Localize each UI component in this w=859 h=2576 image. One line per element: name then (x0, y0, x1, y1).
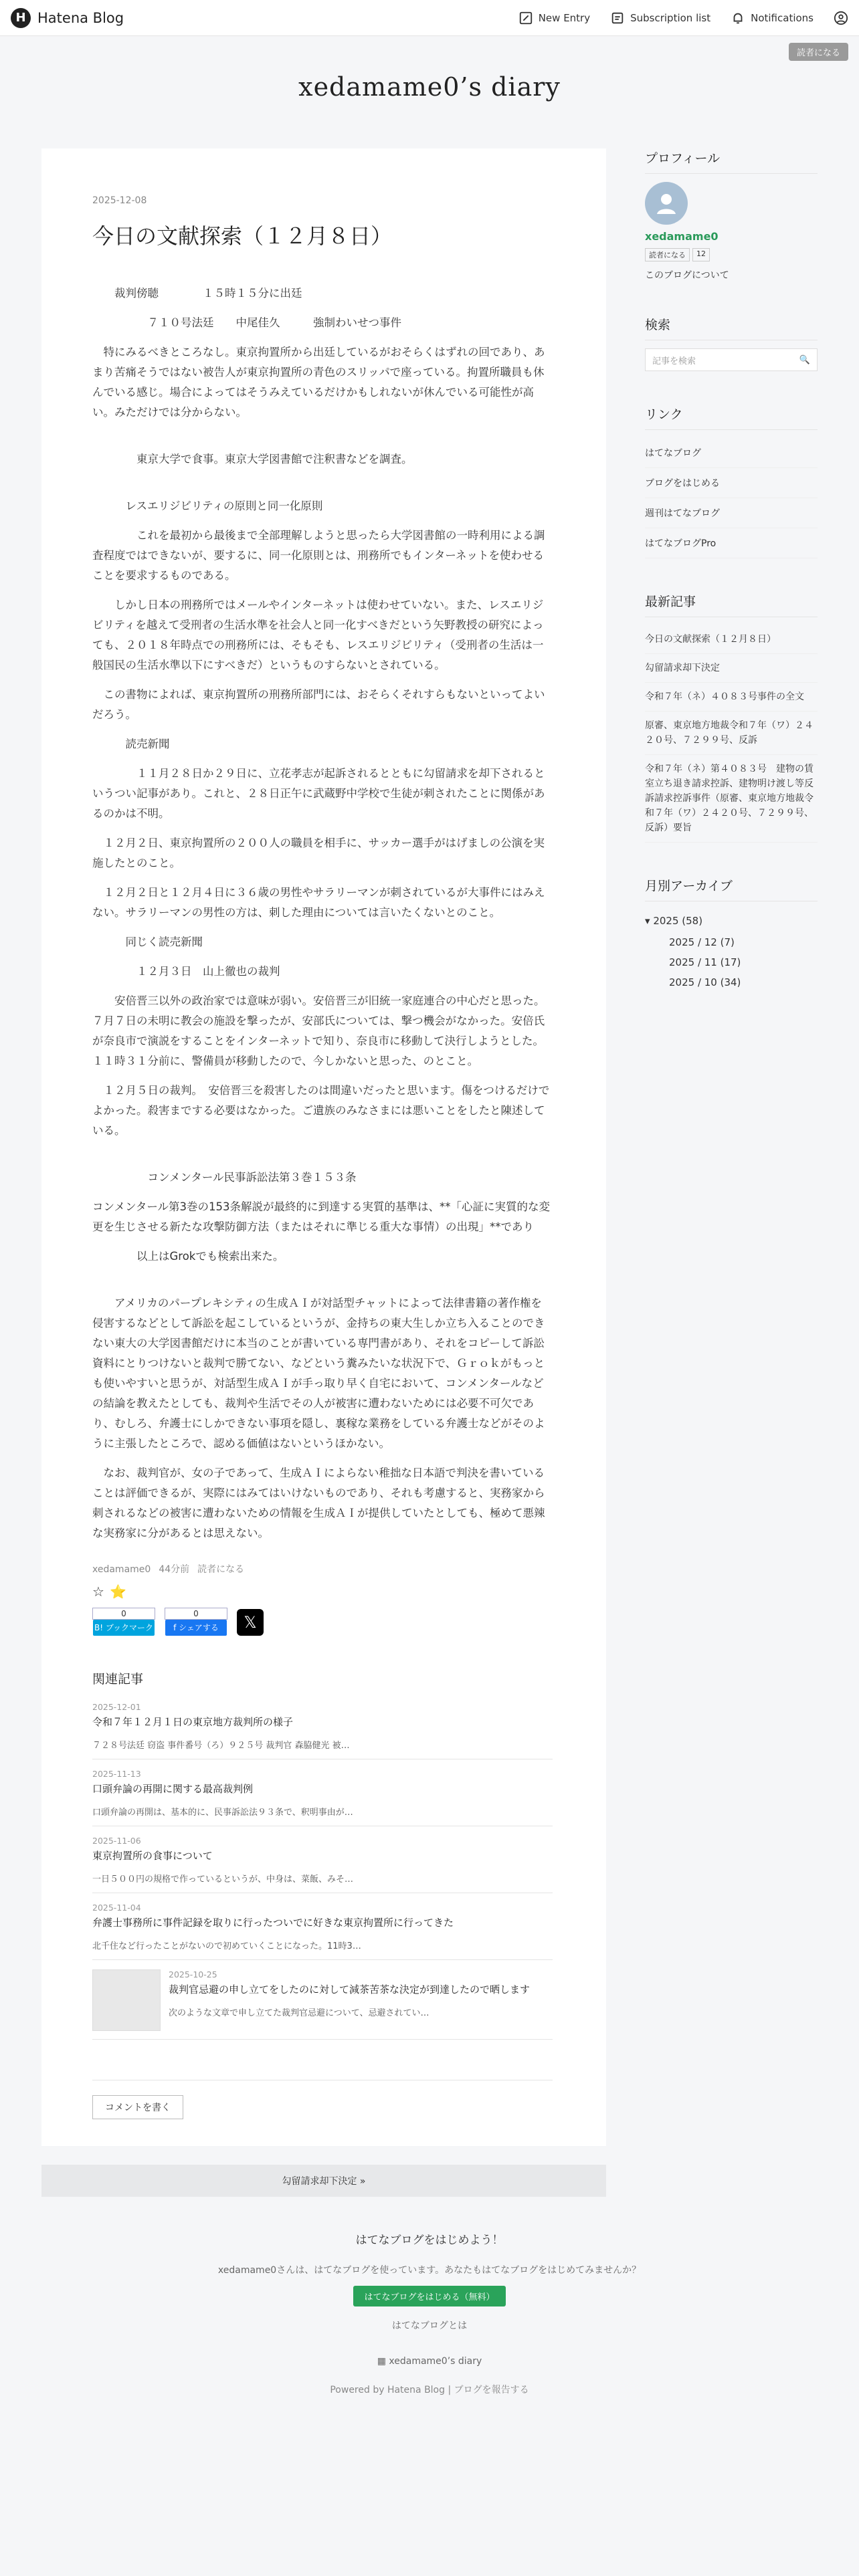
default-user-icon (653, 190, 680, 217)
entry-paragraph: １１月２８日か２９日に、立花孝志が起訴されるとともに勾留請求を却下されるというつい記事があり。これと、２８日正午に武蔵野中学校で生徒が刺されたことに関係があるのかは不明。 (92, 767, 545, 820)
chevron-down-icon[interactable]: ▾ (645, 915, 650, 927)
footer-blog-name[interactable] (0, 2356, 859, 2367)
recent-entries-module (645, 592, 818, 843)
related-snippet: 一日５００円の規格で作っているというが、中身は、菜飯、みそ… (92, 1874, 354, 1885)
blog-title[interactable]: xedamame0’s diary (298, 72, 561, 102)
entry-article (41, 148, 606, 2146)
related-item[interactable] (92, 1893, 553, 1960)
x-icon: 𝕏 (244, 1613, 257, 1632)
entry-paragraph: しかし日本の刑務所ではメールやインターネットは使わせていない。また、レスエリジビリティを越えて受刑者の生活水準を社会人と同一化すべきだという矢野教授の研究によっても、２０１８年時点での刑務所には、そもそも、レスエリジビリティ（受刑者の生活は一般国民の生活水準以下にすべきだ）というものすらないとされている。 (92, 599, 544, 671)
related-title[interactable]: 裁判官忌避の申し立てをしたのに対して減茶苦茶な決定が到達したので晒します (169, 1983, 531, 1996)
related-title[interactable]: 弁護士事務所に事件記録を取りに行ったついでに好きな東京拘置所に行ってきた (92, 1917, 454, 1929)
recent-entry-link[interactable]: 勾留請求却下決定 (645, 654, 818, 683)
footer (0, 2230, 859, 2396)
subscription-list-link[interactable] (610, 11, 710, 25)
user-icon (834, 11, 848, 25)
related-date: 2025-11-06 (92, 1836, 141, 1846)
logo-text: Hatena Blog (37, 9, 124, 26)
about-blog-link[interactable]: このブログについて (645, 270, 729, 281)
avatar[interactable] (645, 182, 688, 225)
bookmark-label: B! ブックマーク (93, 1620, 155, 1636)
related-item[interactable] (92, 1960, 553, 2040)
search-icon[interactable]: 🔍 (799, 354, 810, 365)
profile-reader (645, 248, 818, 261)
entry-title[interactable]: 今日の文献探索（１２月８日） (92, 223, 393, 249)
global-header (0, 0, 859, 36)
subscribe-reader-button[interactable]: 読者になる (789, 43, 848, 61)
profile-name[interactable]: xedamame0 (645, 230, 719, 243)
entry-paragraph: 東京大学で食事。東京大学図書館で注釈書などを調査。 (92, 453, 413, 465)
related-date: 2025-12-01 (92, 1702, 141, 1712)
x-share-button[interactable] (237, 1609, 264, 1636)
related-date: 2025-11-13 (92, 1769, 141, 1779)
footer-blog-name-text: xedamame0’s diary (389, 2356, 482, 2367)
next-entry-pager[interactable]: 勾留請求却下決定 » (41, 2165, 606, 2197)
byline-reader-link[interactable]: 読者になる (197, 1564, 245, 1575)
related-snippet: 次のような文章で申し立てた裁判官忌避について、忌避されてい… (169, 2008, 430, 2018)
entry-paragraph: コンメンタール民事訴訟法第３巻１５３条 (92, 1171, 357, 1184)
facebook-share-button[interactable] (165, 1608, 227, 1636)
notifications-link[interactable] (731, 11, 814, 25)
entry-paragraph: コンメンタール第3巻の153条解説が最終的に到達する実質的基準は、**「心証に実質的な変更を生じさせる新たな攻撃防御方法（またはそれに準じる重大な事情）の出現」**であり (92, 1200, 551, 1233)
related-snippet: ７２８号法廷 窃盗 事件番号（ろ）９２５号 裁判官 森脇健光 被… (92, 1741, 350, 1751)
entry-paragraph: ７１０号法廷 中尾佳久 強制わいせつ事件 (92, 316, 401, 329)
recent-entry-link[interactable]: 原審、東京地方地裁令和７年（ワ）２４２０号、７２９９号、反訴 (645, 712, 818, 755)
profile-heading: プロフィール (645, 148, 818, 174)
write-comment-button[interactable]: コメントを書く (92, 2095, 183, 2119)
new-entry-label: New Entry (538, 11, 591, 24)
recent-entry-link[interactable]: 令和７年（ネ）第４０８３号 建物の賃室立ち退き請求控訴、建物明け渡し等反訴請求控訴事件（原審、東京地方地裁令和７年（ワ）２４２０号、７２９９号、反訴）要旨 (645, 755, 818, 843)
related-thumbnail[interactable] (92, 1969, 161, 2031)
related-item[interactable] (92, 1826, 553, 1893)
pencil-icon (518, 11, 533, 25)
subscription-label: Subscription list (630, 11, 711, 24)
new-entry-link[interactable] (518, 11, 590, 25)
entry-time[interactable]: 44分前 (159, 1564, 190, 1575)
footer-prompt: xedamame0さんは、はてなブログを使っています。あなたもはてなブログをはじめてみませんか？ (217, 2265, 642, 2276)
entry-paragraph: 特にみるべきところなし。東京拘置所から出廷しているがおそらくはずれの回であり、あまり苦痛そうではない被告人が東京拘置所の青色のスリッパで座っている。拘置所職員も休んでいる感じ。場合によってはそうみえているだけかもしれないが休んでいる可能性が高い。みただけでは分からない。 (92, 346, 545, 419)
user-menu[interactable] (834, 11, 848, 25)
archive-month[interactable]: 2025 / 12 (7) (669, 936, 735, 948)
what-is-hatena-link[interactable]: はてなブログとは (391, 2321, 468, 2331)
entry-paragraph: １２月３日 山上徹也の裁判 (92, 965, 280, 978)
related-date: 2025-10-25 (169, 1969, 217, 1979)
bell-icon (731, 11, 745, 25)
entry-paragraph: レスエリジビリティの原則と同一化原則 (92, 500, 323, 512)
blog-favicon-icon: ▦ (377, 2356, 386, 2367)
entry-paragraph: 読売新聞 (92, 738, 170, 750)
entry-paragraph: なお、裁判官が、女の子であって、生成ＡＩによらない稚拙な日本語で判決を書いていることは評価できるが、実際にはみてはいけないものであり、それも考慮すると、実務家から刺されるなどの被害に遭わないための情報を生成ＡＩが提供していたとしても、極めて悪辣な実務家に分があるとは思えない。 (92, 1467, 545, 1539)
related-title[interactable]: 東京拘置所の食事について (92, 1850, 213, 1862)
related-title[interactable]: 令和７年１２月１日の東京地方裁判所の様子 (92, 1716, 294, 1728)
links-module (645, 405, 818, 558)
archive-year-label: 2025 (58) (653, 915, 703, 927)
start-blog-button[interactable]: はてなブログをはじめる（無料） (353, 2286, 505, 2306)
star-area (92, 1584, 553, 1600)
profile-reader-button[interactable]: 読者になる (645, 248, 690, 261)
related-title[interactable]: 口頭弁論の再開に関する最高裁判例 (92, 1783, 254, 1795)
entry-paragraph: １２月２日、東京拘置所の２００人の職員を相手に、サッカー選手がはげましの公演を実施したとのこと。 (92, 837, 545, 869)
archive-module (645, 876, 818, 992)
entry-paragraph: この書物によれば、東京拘置所の刑務所部門には、おそらくそれすらもないといってよいだろう。 (92, 688, 545, 721)
recent-entry-link[interactable]: 令和７年（ネ）４０８３号事件の全文 (645, 683, 818, 712)
notifications-label: Notifications (751, 11, 814, 24)
search-placeholder: 記事を検索 (652, 356, 696, 366)
entry-paragraph: 以上はGrokでも検索出来た。 (92, 1250, 284, 1263)
sidebar-link[interactable]: 週刊はてなブログ (645, 498, 818, 528)
hatena-blog-logo[interactable] (11, 8, 124, 28)
add-star-icon[interactable]: ☆ (92, 1584, 104, 1600)
recent-entry-link[interactable]: 今日の文献探索（１２月８日） (645, 625, 818, 654)
related-snippet: 口頭弁論の再開は、基本的に、民事訴訟法９３条で、釈明事由が… (92, 1808, 353, 1818)
related-snippet: 北千住など行ったことがないので初めていくことになった。11時3… (92, 1941, 361, 1951)
entry-paragraph: １２月５日の裁判。 安倍晋三を殺害したのは間違いだったと思います。傷をつけるだけでよかった。殺害までする必要はなかった。ご遺族のみなさまには悪いことをしたと陳述している。 (92, 1084, 550, 1137)
reader-count: 12 (692, 248, 710, 261)
author-link[interactable]: xedamame0 (92, 1564, 151, 1575)
fb-label: f シェアする (165, 1620, 227, 1636)
sidebar (645, 148, 818, 2146)
hatena-bookmark-button[interactable] (92, 1608, 155, 1636)
bookmark-count: 0 (92, 1608, 155, 1620)
entry-paragraph: 同じく読売新聞 (92, 936, 203, 948)
archive-month[interactable]: 2025 / 10 (34) (669, 976, 741, 988)
entry-byline (92, 1562, 553, 1576)
colored-star-icon[interactable]: ⭐ (109, 1584, 126, 1600)
fb-count: 0 (165, 1608, 227, 1620)
sidebar-link[interactable]: ブログをはじめる (645, 468, 818, 498)
comment-area (92, 2080, 553, 2119)
entry-paragraph: １２月２日と１２月４日に３６歳の男性やサラリーマンが刺されているが大事件にはみえない。サラリーマンの男性の方は、刺した理由については言いたくないとのこと。 (92, 886, 545, 919)
related-date: 2025-11-04 (92, 1903, 141, 1913)
search-heading: 検索 (645, 315, 818, 340)
hatena-logo-icon: H (11, 8, 31, 28)
entry-body (92, 284, 553, 1543)
profile-module (645, 148, 818, 282)
related-item[interactable] (92, 1693, 553, 1759)
entry-date[interactable]: 2025-12-08 (92, 195, 147, 206)
footer-heading: はてなブログをはじめよう！ (355, 2234, 504, 2247)
entry-paragraph: アメリカのパープレキシティの生成ＡＩが対話型チャットによって法律書籍の著作権を侵害するなどとして訴訟を起こしているというが、金持ちの東大生しか立ち入ることのできない東大の大学図書館だけに本当のことが書いている専門書があり、それをコピーして訴訟資料にとりつけないと裁判で勝てない、などという糞みたいな状況下で、Ｇｒｏｋがもっとも使いやすいと思うが、対話型生成ＡＩが手っ取り早く自宅において、コンメンタールなどの結論を教えたとしても、裁判や生活でその人が被害に遭わないためには必要不可欠であり、むしろ、弁護士にしかできない事項を隠し、裏稼な業務をしている弁護士などがそのように主張したところで、認める価値はないというほかない。 (92, 1297, 545, 1450)
archive-month[interactable]: 2025 / 11 (17) (669, 956, 741, 968)
search-input[interactable] (645, 348, 818, 371)
archive-year[interactable] (645, 909, 818, 932)
related-heading: 関連記事 (92, 1672, 144, 1687)
powered-by[interactable]: Powered by Hatena Blog | ブログを報告する (330, 2385, 529, 2395)
entry-paragraph: 安倍晋三以外の政治家では意味が弱い。安倍晋三が旧統一家庭連合の中心だと思った。７月７日の未明に教会の施設を撃ったが、安部氏については、撃つ機会がなかった。安倍氏が奈良市で演説をすることをインターネットで知り、奈良市に移動して決行しようとした。１１時３１分前に、警備員が移動したので、今しかないと思った、のとこと。 (92, 994, 545, 1067)
entry-paragraph: これを最初から最後まで全部理解しようと思ったら大学図書館の一時利用による調査程度ではできないが、要するに、同一化原則とは、刑務所でもインターネットを使わせることを要求するものである。 (92, 529, 545, 582)
recent-heading: 最新記事 (645, 592, 818, 617)
sidebar-link[interactable]: はてなブログPro (645, 528, 818, 558)
subscription-icon (610, 11, 625, 25)
sidebar-link[interactable]: はてなブログ (645, 438, 818, 468)
links-heading: リンク (645, 405, 818, 430)
search-module (645, 315, 818, 371)
entry-paragraph: 裁判傍聴 １５時１５分に出廷 (92, 287, 302, 300)
share-buttons (92, 1608, 553, 1636)
related-item[interactable] (92, 1759, 553, 1826)
archive-heading: 月別アーカイブ (645, 876, 818, 901)
